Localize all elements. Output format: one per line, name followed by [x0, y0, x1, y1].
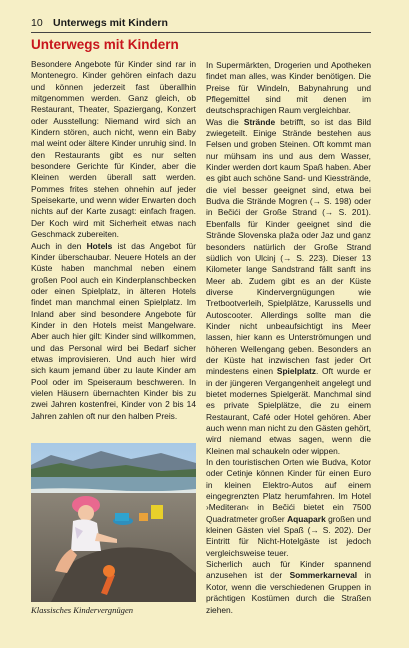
paragraph: Sicherlich auch für Kinder spannend anzusehen ist der Sommerkarneval in Kotor, wenn die verschiedenen Gruppen in prächtigen Kostümen durch die Straßen ziehen. [206, 559, 371, 615]
left-column [31, 59, 196, 422]
paragraph: In Supermärkten, Drogerien und Apotheken findet man alles, was Kinder benötigen. Die Preise für Windeln, Babynahrung und Pflegemittel sind mit denen im deutschsprachigen Raum vergleichbar. [206, 60, 371, 116]
paragraph: Was die Strände betrifft, so ist das Bild zwiegeteilt. Einige Strände bestehen aus Felsen und groben Steinen. Oft kommt man nur mühsam ins und aus dem Wasser, Kinder werden dort kaum Spaß haben. Aber es gibt auch schöne Sand- und Kiesstrände, die viel besser geeignet sind, etwa bei Budva die Strände Mogren (→ S. 198) oder in Bečići der Große Strand (→ S. 201). Ebenfalls für Kinder geeignet sind die Strände Slovenska plaža oder Jaz und ganz besonders natürlich der Große Strand südlich von Ulcinj (→ S. 223). Dieser 13 Kilometer lange Sandstrand fällt sanft ins Meer ab. Zudem gibt es an der Küste diverse Kindervergnügungen wie Tretbootverleih, Spielplätze, Karussells und Autoscooter. Allerdings sollte man die Kinder nicht unbeaufsichtigt ins Meer lassen, hier kann es Unterströmungen und höheren Wellengang geben. Besonders an der Küste hat inzwischen fast jeder Ort mindestens einen Spielplatz. Oft wurde er in der jüngeren Vergangenheit angelegt und bietet modernes Spielgerät. Manchmal sind es private Spielplätze, die zu einem Restaurant, Café oder Hotel gehören. Aber auch wenn man nicht zu den Gästen gehört, wird niemand etwas sagen, wenn die Kleinen mal schaukeln oder wippen. [206, 116, 371, 456]
photo-child-on-beach [31, 443, 196, 602]
running-header [31, 17, 371, 33]
paragraph: In den touristischen Orten wie Budva, Kotor oder Cetinje können Kinder für einen Euro in kleinen Elektro-Autos auf einem eingegrenzten Platz herumfahren. Im Hotel ›Mediteran‹ in Bečići bietet ein 7500 Quadratmeter großer Aquapark großen und kleinen Gästen viel Spaß (→ S. 202). Der Eintritt für Nicht-Hotelgäste ist jedoch vergleichsweise teuer. [206, 457, 371, 558]
page-number: 10 [31, 17, 43, 29]
header-rule [31, 32, 371, 33]
section-title: Unterwegs mit Kindern [31, 37, 179, 52]
photo-caption: Klassisches Kindervergnügen [31, 605, 134, 615]
paragraph: Auch in den Hotels ist das Angebot für Kinder überschaubar. Neuere Hotels an der Küste haben manchmal neben einem großen Pool auch ein Kinderplanschbecken oder einen Spielplatz, in älteren Hotels findet man manchmal einen Spielplatz. Im Inland aber sind besondere Angebote für Kinder in den Hotels meist Mangelware. Aber auch hier gilt: Kinder sind willkommen, und das Personal wird bei Bedarf sicher etwas improvisieren. Und auch hier wird sich kaum jemand über zu laute Kinder am Pool oder im Speiseraum beschweren. In vielen Häusern übernachten Kinder bis zu zwei Jahren kostenfrei, Kinder von 2 bis 14 Jahren zahlen oft nur den halben Preis. [31, 240, 197, 421]
right-column [206, 60, 371, 616]
running-title: Unterwegs mit Kindern [53, 17, 168, 29]
paragraph: Besondere Angebote für Kinder sind rar in Montenegro. Kinder gehören einfach dazu und können jederzeit fast überallhin mitgenommen werden. Ganz gleich, ob Restaurant, Theater, Spaziergang, Konzert oder Ausstellung: Niemand wird sich an Kindern stören, auch nicht, wenn ein Baby mal weint oder ältere Kinder unruhig sind. In den Restaurants gibt es nur selten besondere Gerichte für Kinder, aber die Kleinen werden überall satt werden. Pommes frites stehen ohnehin auf jeder Speisekarte, und wenn wider Erwarten doch nichts auf der Karte zusagt: einfach fragen. Der Koch wird mit Sicherheit etwas nach Geschmack zubereiten. [31, 59, 196, 240]
